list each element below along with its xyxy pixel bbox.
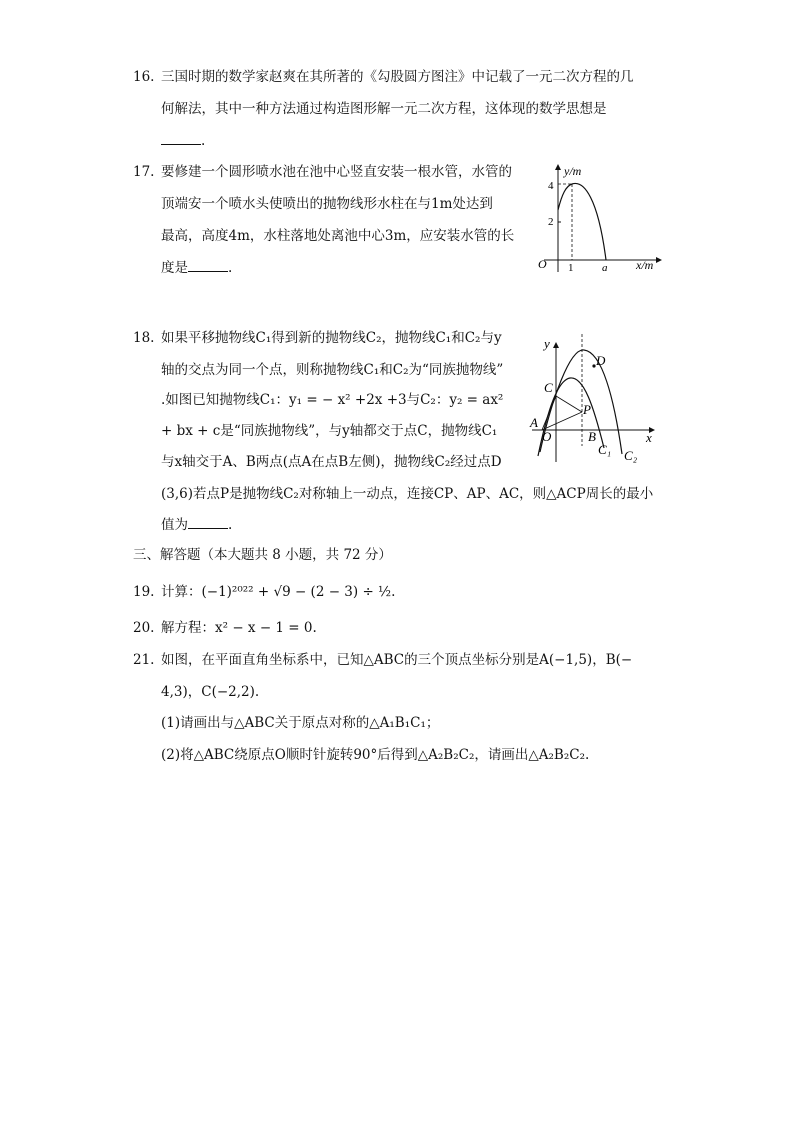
q18-line6: (3,6)若点P是抛物线C₂对称轴上一动点，连接CP、AP、AC，则△ACP周长的最小 bbox=[161, 486, 654, 502]
q18-label-c: C bbox=[544, 380, 553, 395]
q16-end: . bbox=[201, 133, 206, 149]
q18-line7-wrap bbox=[161, 516, 232, 534]
q17-parabola bbox=[558, 183, 606, 260]
q17-x-arrow-icon bbox=[656, 257, 662, 263]
q19-text: 计算：(−1)²⁰²² + √9 − (2 − 3) ÷ ½. bbox=[161, 584, 396, 600]
q18-label-o: O bbox=[542, 429, 552, 444]
q17-line3: 最高，高度4m，水柱落地处离池中心3m，应安装水管的长 bbox=[161, 228, 515, 244]
q17-line1: 要修建一个圆形喷水池在池中心竖直安装一根水管，水管的 bbox=[161, 164, 512, 180]
q17-number: 17. bbox=[133, 164, 155, 180]
q18-label-a: A bbox=[530, 415, 538, 430]
q18-line5: 与x轴交于A、B两点(点A在点B左侧)，抛物线C₂经过点D bbox=[161, 454, 502, 470]
q16-line2: 何解法，其中一种方法通过构造图形解一元二次方程，这体现的数学思想是 bbox=[161, 101, 607, 117]
q18-blank bbox=[188, 516, 228, 529]
q17-tick-1: 1 bbox=[568, 262, 574, 274]
q18-line7: 值为 bbox=[161, 517, 188, 533]
q21-number: 21. bbox=[133, 652, 155, 668]
q18-line2: 轴的交点为同一个点，则称抛物线C₁和C₂为“同族抛物线” bbox=[161, 362, 504, 378]
q18-end: . bbox=[228, 517, 233, 533]
q17-line2: 顶端安一个喷水头使喷出的抛物线形水柱在与1m处达到 bbox=[161, 196, 493, 212]
q17-tick-4: 4 bbox=[548, 180, 554, 192]
q18-line4: + bx + c是“同族抛物线”，与y轴都交于点C，抛物线C₁ bbox=[161, 423, 498, 439]
q17-line4-wrap bbox=[161, 259, 232, 277]
q17-figure bbox=[524, 158, 664, 276]
q17-blank bbox=[188, 259, 228, 272]
q16-blank bbox=[161, 132, 201, 145]
q21-part1: (1)请画出与△ABC关于原点对称的△A₁B₁C₁； bbox=[161, 715, 440, 731]
q18-figure bbox=[522, 328, 662, 464]
q18-label-x: x bbox=[646, 430, 652, 445]
q17-y-arrow-icon bbox=[555, 164, 561, 170]
q18-label-y: y bbox=[544, 336, 550, 351]
q18-y-arrow-icon bbox=[553, 342, 559, 348]
q21-line1: 如图，在平面直角坐标系中，已知△ABC的三个顶点坐标分别是A(−1,5)，B(− bbox=[161, 652, 633, 668]
q17-x-label: x/m bbox=[636, 258, 654, 272]
q18-label-c1: C₁ bbox=[598, 442, 612, 457]
q19-number: 19. bbox=[133, 584, 155, 600]
q17-y-label: y/m bbox=[564, 164, 582, 178]
q17-end: . bbox=[228, 260, 233, 276]
q16-answer-line bbox=[161, 132, 205, 150]
section-3-title: 三、解答题（本大题共 8 小题，共 72 分） bbox=[133, 547, 392, 563]
q18-label-c2: C₂ bbox=[624, 448, 638, 463]
q17-line4: 度是 bbox=[161, 260, 188, 276]
q20-number: 20. bbox=[133, 620, 155, 636]
q20-text: 解方程：x² − x − 1 = 0. bbox=[161, 620, 317, 636]
q18-line3: .如图已知抛物线C₁：y₁ = − x² +2x +3与C₂：y₂ = ax² bbox=[161, 392, 504, 408]
q17-tick-2: 2 bbox=[548, 216, 554, 228]
q18-label-d: D bbox=[596, 353, 606, 368]
q21-part2: (2)将△ABC绕原点O顺时针旋转90°后得到△A₂B₂C₂，请画出△A₂B₂C₂. bbox=[161, 747, 590, 763]
q17-origin: O bbox=[538, 257, 547, 271]
q16-number: 16. bbox=[133, 69, 155, 85]
q18-label-p: P bbox=[583, 402, 591, 417]
q21-line2: 4,3)，C(−2,2). bbox=[161, 684, 260, 700]
q18-number: 18. bbox=[133, 330, 155, 346]
q17-tick-a: a bbox=[602, 262, 608, 274]
q18-line1: 如果平移抛物线C₁得到新的抛物线C₂，抛物线C₁和C₂与y bbox=[161, 330, 502, 346]
q16-line1: 三国时期的数学家赵爽在其所著的《勾股圆方图注》中记载了一元二次方程的几 bbox=[161, 69, 634, 85]
q18-label-b: B bbox=[588, 429, 596, 444]
